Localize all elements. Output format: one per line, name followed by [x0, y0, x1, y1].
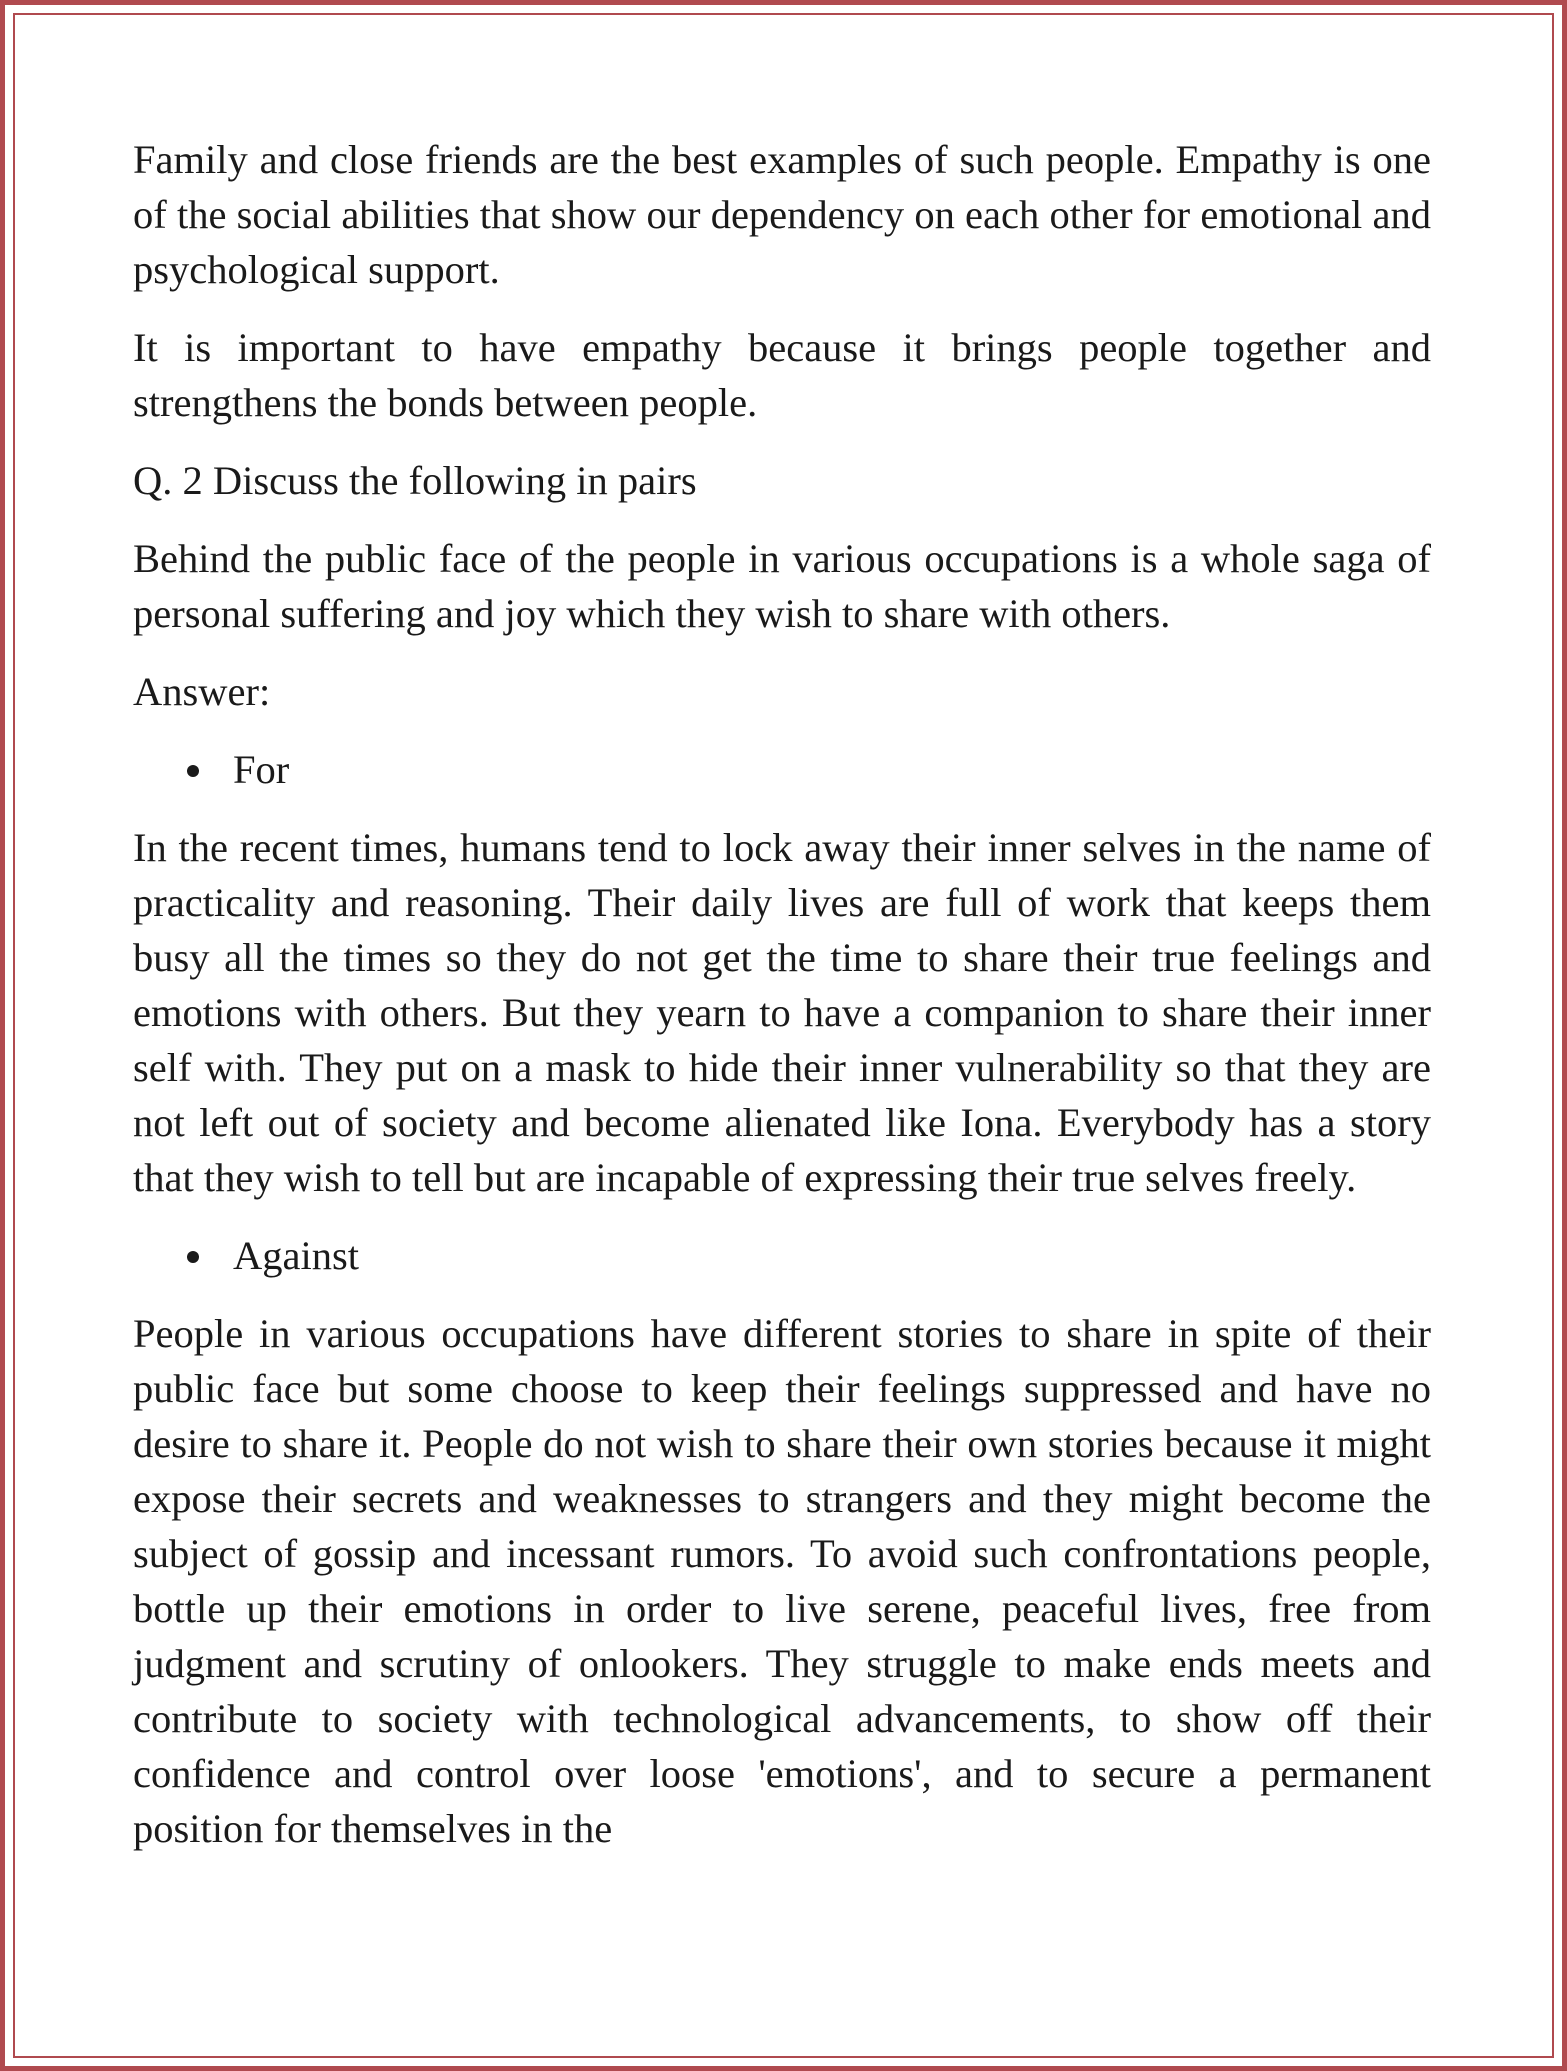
- bullet-for-label: For: [233, 747, 290, 792]
- question-text: Behind the public face of the people in various occupations is a whole saga of personal suffering and joy which they wish to share with others.: [133, 536, 1431, 636]
- answer-label: Answer:: [133, 669, 271, 714]
- paragraph-empathy-importance: It is important to have empathy because it brings people together and strengthens the bonds between people.: [133, 325, 1431, 425]
- paragraph-empathy-examples: Family and close friends are the best examples of such people. Empathy is one of the social abilities that show our dependency on each other for emotional and psychological support.: [133, 137, 1431, 292]
- for-paragraph: In the recent times, humans tend to lock away their inner selves in the name of practicality and reasoning. Their daily lives are full of work that keeps them busy all the times so they do not get the time to share their true feelings and emotions with others. But they yearn to have a companion to share their inner self with. They put on a mask to hide their inner vulnerability so that they are not left out of society and become alienated like Iona. Everybody has a story that they wish to tell but are incapable of expressing their true selves freely.: [133, 825, 1431, 1200]
- bullet-dot-icon: [187, 765, 199, 777]
- question-heading: Q. 2 Discuss the following in pairs: [133, 458, 697, 503]
- bullet-against-label: Against: [233, 1233, 359, 1278]
- bullet-against: [133, 1228, 1431, 1283]
- document-page: [133, 132, 1431, 1879]
- bullet-for: [133, 742, 1431, 797]
- bullet-dot-icon: [187, 1251, 199, 1263]
- against-paragraph: People in various occupations have different stories to share in spite of their public face but some choose to keep their feelings suppressed and have no desire to share it. People do not wish to share their own stories because it might expose their secrets and weaknesses to strangers and they might become the subject of gossip and incessant rumors. To avoid such confrontations people, bottle up their emotions in order to live serene, peaceful lives, free from judgment and scrutiny of onlookers. They struggle to make ends meets and contribute to society with technological advancements, to show off their confidence and control over loose 'emotions', and to secure a permanent position for themselves in the: [133, 1311, 1431, 1851]
